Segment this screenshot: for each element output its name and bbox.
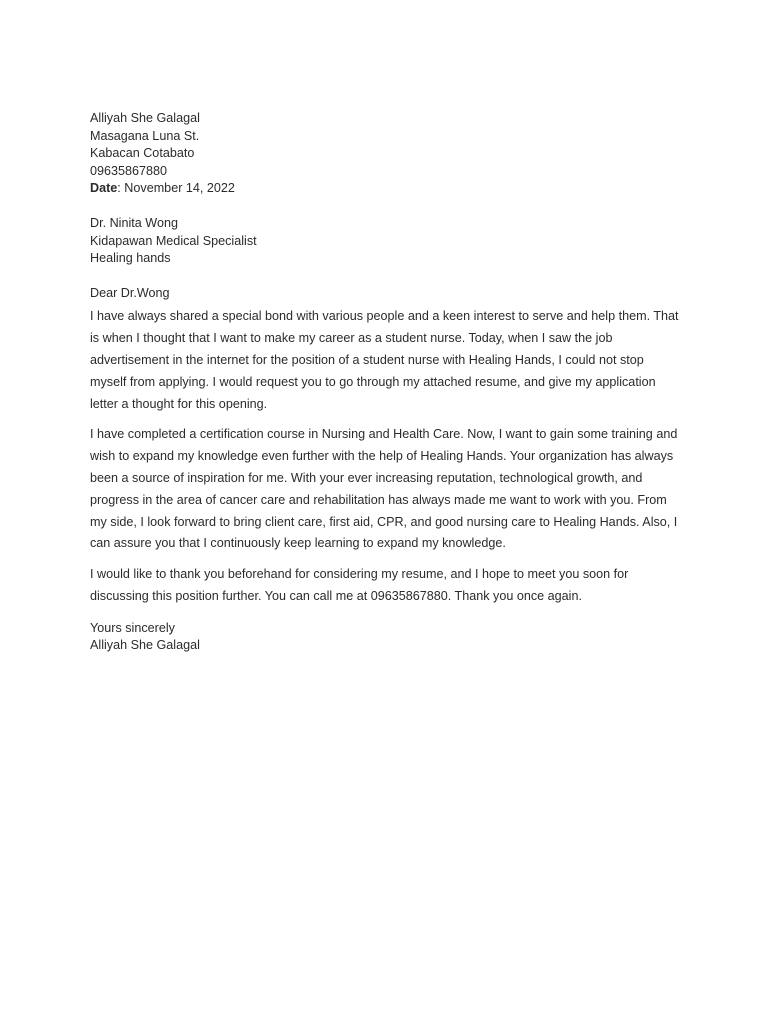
recipient-name: Dr. Ninita Wong	[90, 215, 178, 230]
paragraph-line: I have completed a certification course in Nursing and Health Care. Now, I want to gain some training and	[90, 427, 678, 442]
sender-name: Alliyah She Galagal	[90, 111, 200, 125]
paragraph-line: progress in the area of cancer care and rehabilitation has always made me want to work with you. From	[90, 492, 667, 507]
body-paragraph-2	[90, 424, 690, 555]
date-label: Date	[90, 181, 118, 196]
recipient-address-block	[90, 215, 690, 268]
body-paragraph-3	[90, 564, 690, 608]
recipient-organization: Kidapawan Medical Specialist	[90, 233, 257, 248]
paragraph-line: advertisement in the internet for the position of a student nurse with Healing Hands, I could not stop	[90, 352, 644, 367]
paragraph-line: letter a thought for this opening.	[90, 396, 268, 411]
paragraph-line: myself from applying. I would request you to go through my attached resume, and give my application	[90, 374, 656, 389]
sender-address-block	[90, 110, 690, 198]
paragraph-line: I have always shared a special bond with various people and a keen interest to serve and help them. That	[90, 309, 679, 324]
sender-city: Kabacan Cotabato	[90, 146, 195, 161]
paragraph-line: is when I thought that I want to make my career as a student nurse. Today, when I saw the job	[90, 331, 613, 346]
signature-name: Alliyah She Galagal	[90, 638, 200, 653]
cover-letter	[90, 110, 690, 655]
closing-text: Yours sincerely	[90, 620, 175, 635]
paragraph-line: discussing this position further. You can call me at 09635867880. Thank you once again.	[90, 588, 582, 603]
paragraph-line: wish to expand my knowledge even further with the help of Healing Hands. Your organization has always	[90, 449, 674, 464]
salutation-text: Dear Dr.Wong	[90, 285, 170, 300]
paragraph-line: I would like to thank you beforehand for considering my resume, and I hope to meet you soon for	[90, 567, 629, 582]
closing-block	[90, 620, 690, 655]
paragraph-line: my side, I look forward to bring client care, first aid, CPR, and good nursing care to Healing Hands. Also, I	[90, 514, 678, 529]
date-value: : November 14, 2022	[117, 181, 235, 196]
body-paragraph-1	[90, 306, 690, 415]
paragraph-line: can assure you that I continuously keep learning to expand my knowledge.	[90, 536, 506, 551]
recipient-company: Healing hands	[90, 251, 171, 266]
sender-street: Masagana Luna St.	[90, 128, 200, 143]
salutation	[90, 285, 690, 303]
sender-phone: 09635867880	[90, 163, 168, 178]
letter-date	[90, 180, 690, 198]
paragraph-line: been a source of inspiration for me. With your ever increasing reputation, technological growth, and	[90, 470, 643, 485]
